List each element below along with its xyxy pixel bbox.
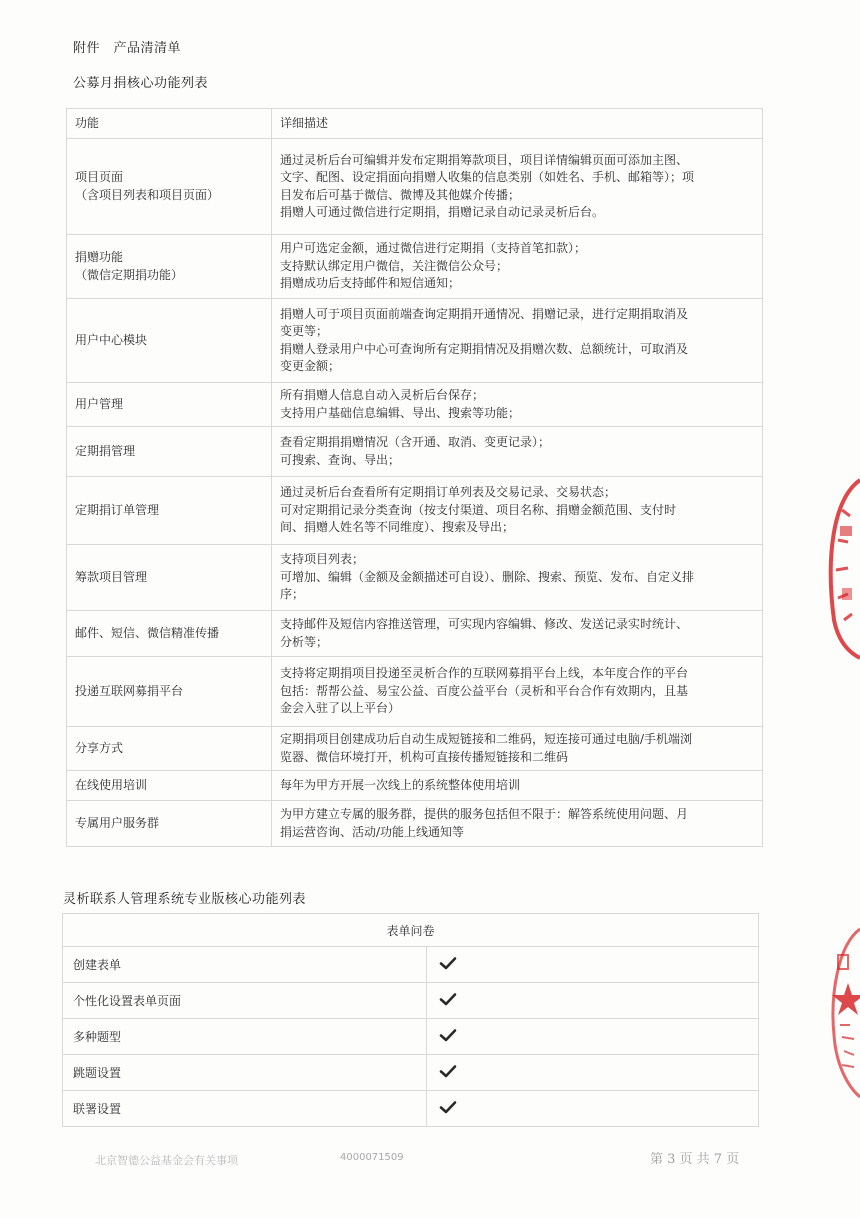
function-name: （微信定期捐功能） [75,267,184,282]
table-row [67,477,763,545]
table-row [67,771,763,801]
table-row [67,383,763,427]
description-line: 可对定期捐记录分类查询（按支付渠道、项目名称、捐赠金额范围、支付时 [280,502,677,517]
check-icon [439,956,457,970]
table-row [67,235,763,299]
section1-title: 公募月捐核心功能列表 [73,76,209,91]
function-description-cell [272,611,763,657]
feature-label: 创建表单 [63,947,427,983]
header-description: 详细描述 [272,109,763,139]
description-line: 序； [280,587,305,602]
description-line: 捐赠人可于项目页面前端查询定期捐开通情况、捐赠记录，进行定期捐取消及 [280,306,689,321]
function-name-cell [67,657,272,727]
function-name-cell [67,235,272,299]
table-row [63,983,759,1019]
description-line: 可增加、编辑（金额及金额描述可自设）、删除、搜索、预览、发布、自定义排 [280,569,695,584]
table-row [63,1091,759,1127]
description-line: 通过灵析后台可编辑并发布定期捐筹款项目，项目详情编辑页面可添加主图、 [280,152,689,167]
function-name: 投递互联网募捐平台 [75,683,184,698]
form-feature-table-body [63,914,759,1127]
function-description-cell [272,657,763,727]
description-line: 支持默认绑定用户微信，关注微信公众号； [280,258,509,273]
table-row [67,611,763,657]
function-name: 分享方式 [75,740,124,755]
function-name-cell [67,611,272,657]
function-name-cell [67,801,272,847]
function-name: 用户管理 [75,396,124,411]
table-row [67,427,763,477]
description-line: 变更等； [280,324,329,338]
check-icon [439,1028,457,1042]
function-name: 项目页面 [75,170,124,184]
feature-support-cell [427,1019,759,1055]
function-name: 专属用户服务群 [75,815,160,830]
function-name: （含项目列表和项目页面） [75,187,220,202]
form-table-header: 表单问卷 [63,914,759,947]
table-row [67,657,763,727]
function-name-cell [67,383,272,427]
description-line: 目发布后可基于微信、微博及其他媒介传播； [280,187,521,202]
table-row [67,299,763,383]
description-line: 支持将定期捐项目投递至灵析合作的互联网募捐平台上线，本年度合作的平台 [280,666,689,681]
description-line: 捐赠人登录用户中心可查询所有定期捐情况及捐赠次数、总额统计，可取消及 [280,341,689,356]
function-name: 筹款项目管理 [75,569,148,584]
feature-label: 跳题设置 [63,1055,427,1091]
feature-support-cell [427,1091,759,1127]
function-name-cell [67,139,272,235]
section2-title: 灵析联系人管理系统专业版核心功能列表 [63,892,307,907]
function-description-cell [272,427,763,477]
header-function: 功能 [67,109,272,139]
description-line: 为甲方建立专属的服务群，提供的服务包括但不限于：解答系统使用问题、月 [280,807,689,821]
description-line: 查看定期捐捐赠情况（含开通、取消、变更记录）； [280,435,551,449]
check-icon [439,1064,457,1078]
feature-support-cell [427,947,759,983]
description-line: 包括：帮帮公益、易宝公益、百度公益平台（灵析和平台合作有效期内，且基 [280,683,689,698]
function-name-cell [67,727,272,771]
feature-label: 联署设置 [63,1091,427,1127]
function-description-cell [272,801,763,847]
function-name-cell [67,299,272,383]
description-line: 支持用户基础信息编辑、导出、搜索等功能； [280,405,521,420]
core-function-table [66,108,763,847]
footer-code: 4000071509 [340,1152,404,1163]
table-row [67,727,763,771]
description-line: 捐运营咨询、活动/功能上线通知等 [280,824,465,839]
seal-stamp-upper [812,470,860,660]
function-description-cell [272,299,763,383]
description-line: 金会入驻了以上平台） [280,701,401,716]
function-name-cell [67,427,272,477]
function-name-cell [67,477,272,545]
function-description-cell [272,477,763,545]
table-row [67,139,763,235]
function-name: 邮件、短信、微信精准传播 [75,625,220,640]
footer-left-text: 北京智德公益基金会有关事项 [95,1154,238,1167]
check-icon [439,992,457,1006]
feature-label: 个性化设置表单页面 [63,983,427,1019]
attachment-title: 附件 产品清清单 [73,41,182,56]
function-description-cell [272,139,763,235]
description-line: 每年为甲方开展一次线上的系统整体使用培训 [280,777,521,792]
function-name: 捐赠功能 [75,250,124,264]
description-line: 间、捐赠人姓名等不同维度）、搜索及导出； [280,520,515,535]
function-description-cell [272,235,763,299]
description-line: 分析等； [280,634,329,649]
description-line: 所有捐赠人信息自动入灵析后台保存； [280,388,485,402]
description-line: 定期捐项目创建成功后自动生成短链接和二维码，短连接可通过电脑/手机端浏 [280,732,693,746]
description-line: 文字、配图、设定捐面向捐赠人收集的信息类别（如姓名、手机、邮箱等）；项 [280,170,695,184]
table-row [63,1019,759,1055]
description-line: 览器、微信环境打开，机构可直接传播短链接和二维码 [280,749,569,764]
function-description-cell [272,383,763,427]
function-name: 定期捐订单管理 [75,502,160,517]
function-name: 定期捐管理 [75,443,136,458]
seal-stamp-lower [820,925,860,1100]
description-line: 通过灵析后台查看所有定期捐订单列表及交易记录、交易状态； [280,485,617,500]
function-name: 在线使用培训 [75,777,148,792]
table-row [67,545,763,611]
form-table-header-row [63,914,759,947]
feature-label: 多种题型 [63,1019,427,1055]
description-line: 用户可选定金额，通过微信进行定期捐（支持首笔扣款）； [280,241,587,256]
description-line: 变更金额； [280,359,341,373]
description-line: 捐赠人可通过微信进行定期捐，捐赠记录自动记录灵析后台。 [280,205,605,219]
description-line: 捐赠成功后支持邮件和短信通知； [280,276,461,291]
feature-support-cell [427,983,759,1019]
feature-support-cell [427,1055,759,1091]
function-name: 用户中心模块 [75,332,148,347]
function-description-cell [272,727,763,771]
form-feature-table [62,913,759,1127]
function-name-cell [67,771,272,801]
table-row [63,1055,759,1091]
description-line: 可搜索、查询、导出； [280,452,401,467]
core-function-table-body [67,109,763,847]
description-line: 支持邮件及短信内容推送管理，可实现内容编辑、修改、发送记录实时统计、 [280,617,689,631]
table-row [67,801,763,847]
function-name-cell [67,545,272,611]
table-header-row [67,109,763,139]
check-icon [439,1100,457,1114]
function-description-cell [272,771,763,801]
function-description-cell [272,545,763,611]
table-row [63,947,759,983]
description-line: 支持项目列表； [280,552,365,567]
footer-page-number: 第 3 页 共 7 页 [650,1152,740,1167]
